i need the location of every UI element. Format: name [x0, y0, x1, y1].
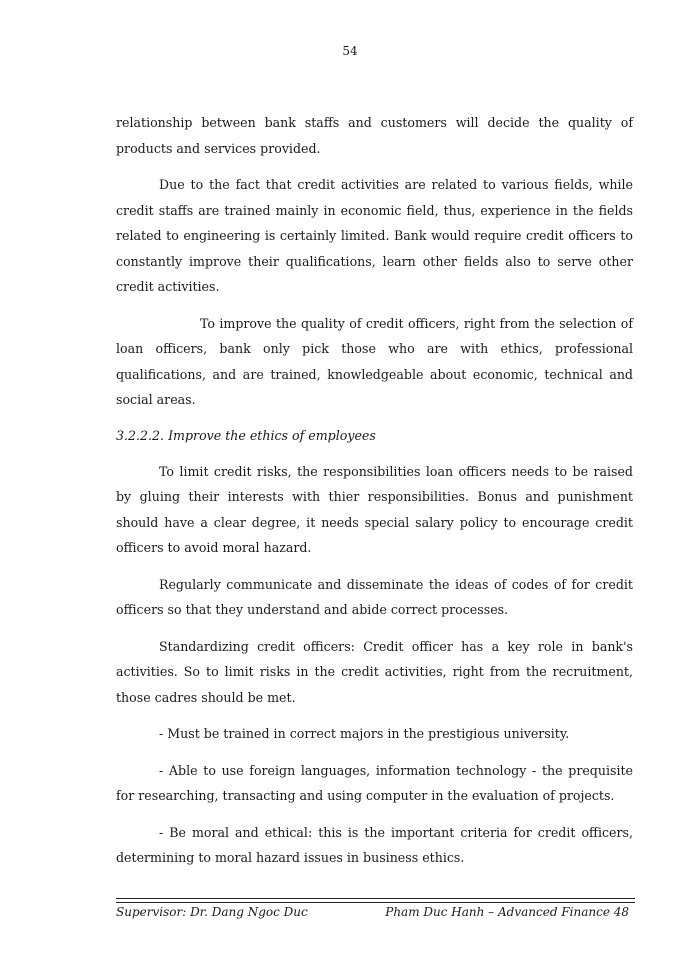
- footer-divider: [116, 898, 635, 903]
- bullet-trained: - Must be trained in correct majors in the prestigious university.: [159, 726, 570, 741]
- paragraph-credit-fields: Due to the fact that credit activities are related to various fields, while credit staffs are trained mainly in economic field, thus, experience in the fields related to engineering is certainly limited. Bank would require credit officers to constantly improve their qualifications, learn other fields also to serve other credit activities.: [116, 177, 633, 294]
- bullet-ethics: - Be moral and ethical: this is the important criteria for credit officers, determining to moral hazard issues in business ethics.: [116, 824, 633, 865]
- page-number: 54: [342, 44, 358, 58]
- bullet-languages: - Able to use foreign languages, information technology - the prequisite for researching, transacting and using computer in the evaluation of projects.: [116, 762, 633, 803]
- section-heading: 3.2.2.2. Improve the ethics of employees: [116, 427, 376, 443]
- paragraph-quality-officers: To improve the quality of credit officers, right from the selection of loan officers, bank only pick those who are with ethics, professional qualifications, and are trained, knowledgeable about economic, technical and social areas.: [116, 315, 633, 407]
- paragraph-standardizing: Standardizing credit officers: Credit officer has a key role in bank's activities. So to limit risks in the credit activities, right from the recruitment, those cadres should be met.: [116, 638, 633, 705]
- footer-author: Pham Duc Hanh – Advanced Finance 48: [385, 905, 629, 919]
- paragraph-communicate: Regularly communicate and disseminate the ideas of codes of for credit officers so that they understand and abide correct processes.: [116, 576, 633, 617]
- document-body: [116, 110, 633, 882]
- paragraph-relationship: relationship between bank staffs and customers will decide the quality of products and services provided.: [116, 115, 633, 156]
- paragraph-limit-risks: To limit credit risks, the responsibilities loan officers needs to be raised by gluing their interests with thier responsibilities. Bonus and punishment should have a clear degree, it needs special salary policy to encourage credit officers to avoid moral hazard.: [116, 463, 633, 555]
- footer-supervisor: Supervisor: Dr. Dang Ngoc Duc: [116, 905, 308, 919]
